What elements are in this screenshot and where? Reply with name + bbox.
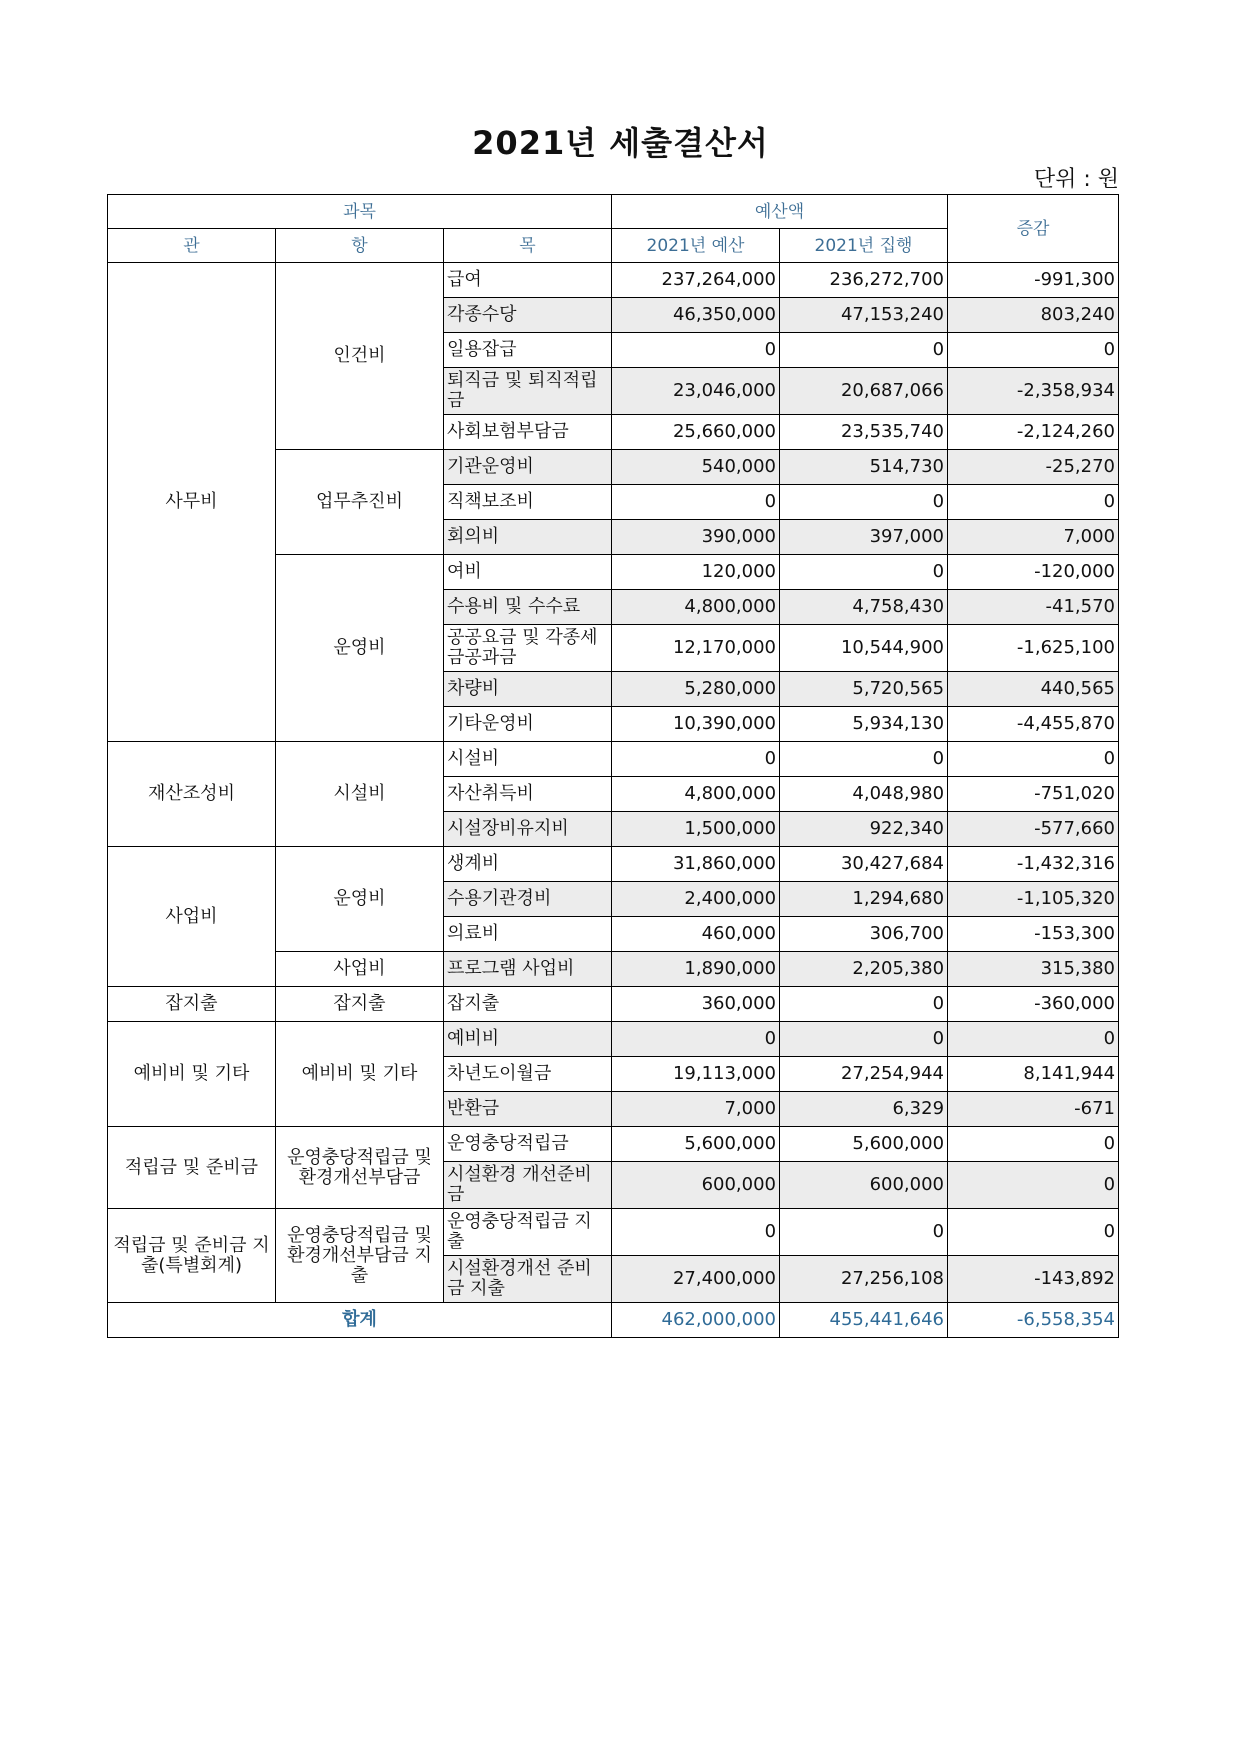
budget-cell: 360,000 (612, 987, 780, 1022)
change-cell: 0 (948, 1022, 1119, 1057)
change-cell: -1,625,100 (948, 625, 1119, 672)
mok-cell: 일용잡급 (444, 333, 612, 368)
table-row (108, 742, 1119, 777)
exec-cell: 27,256,108 (780, 1256, 948, 1303)
change-cell: 0 (948, 333, 1119, 368)
gwan-cell: 잡지출 (108, 987, 276, 1022)
exec-cell: 0 (780, 333, 948, 368)
exec-cell: 306,700 (780, 917, 948, 952)
budget-cell: 600,000 (612, 1162, 780, 1209)
budget-cell: 7,000 (612, 1092, 780, 1127)
hang-cell: 업무추진비 (276, 450, 444, 555)
budget-cell: 5,600,000 (612, 1127, 780, 1162)
table-row (108, 1209, 1119, 1256)
change-cell: 7,000 (948, 520, 1119, 555)
mok-cell: 각종수당 (444, 298, 612, 333)
budget-cell: 0 (612, 1022, 780, 1057)
budget-cell: 1,890,000 (612, 952, 780, 987)
change-cell: 0 (948, 742, 1119, 777)
budget-cell: 0 (612, 333, 780, 368)
budget-cell: 27,400,000 (612, 1256, 780, 1303)
mok-cell: 여비 (444, 555, 612, 590)
unit-label: 단위 : 원 (1033, 167, 1119, 192)
budget-cell: 5,280,000 (612, 672, 780, 707)
mok-cell: 의료비 (444, 917, 612, 952)
gwan-cell: 사무비 (108, 263, 276, 742)
mok-cell: 시설장비유지비 (444, 812, 612, 847)
gwan-cell: 적립금 및 준비금 지출(특별회계) (108, 1209, 276, 1303)
exec-cell: 4,048,980 (780, 777, 948, 812)
exec-cell: 30,427,684 (780, 847, 948, 882)
gwan-cell: 적립금 및 준비금 (108, 1127, 276, 1209)
change-cell: -360,000 (948, 987, 1119, 1022)
table-row (108, 263, 1119, 298)
change-cell: 0 (948, 1209, 1119, 1256)
change-cell: -1,105,320 (948, 882, 1119, 917)
exec-cell: 27,254,944 (780, 1057, 948, 1092)
change-cell: -751,020 (948, 777, 1119, 812)
exec-cell: 4,758,430 (780, 590, 948, 625)
table-row (108, 987, 1119, 1022)
exec-cell: 47,153,240 (780, 298, 948, 333)
change-cell: -577,660 (948, 812, 1119, 847)
mok-cell: 운영충당적립금 지출 (444, 1209, 612, 1256)
hang-cell: 인건비 (276, 263, 444, 450)
mok-cell: 수용비 및 수수료 (444, 590, 612, 625)
table-row (108, 847, 1119, 882)
expenditure-table (107, 194, 1119, 1338)
table-row (108, 1127, 1119, 1162)
mok-cell: 운영충당적립금 (444, 1127, 612, 1162)
mok-cell: 기타운영비 (444, 707, 612, 742)
budget-cell: 460,000 (612, 917, 780, 952)
exec-cell: 0 (780, 555, 948, 590)
total-row (108, 1303, 1119, 1338)
change-cell: 0 (948, 1127, 1119, 1162)
change-cell: -671 (948, 1092, 1119, 1127)
gwan-cell: 재산조성비 (108, 742, 276, 847)
mok-cell: 기관운영비 (444, 450, 612, 485)
exec-cell: 236,272,700 (780, 263, 948, 298)
gwan-cell: 예비비 및 기타 (108, 1022, 276, 1127)
exec-cell: 0 (780, 485, 948, 520)
mok-cell: 생계비 (444, 847, 612, 882)
header-hang: 항 (276, 229, 444, 263)
mok-cell: 프로그램 사업비 (444, 952, 612, 987)
hang-cell: 운영비 (276, 847, 444, 952)
header-subject: 과목 (108, 195, 612, 229)
change-cell: -991,300 (948, 263, 1119, 298)
hang-cell: 사업비 (276, 952, 444, 987)
mok-cell: 시설환경개선 준비금 지출 (444, 1256, 612, 1303)
total-budget: 462,000,000 (612, 1303, 780, 1338)
budget-cell: 19,113,000 (612, 1057, 780, 1092)
change-cell: -4,455,870 (948, 707, 1119, 742)
mok-cell: 자산취득비 (444, 777, 612, 812)
exec-cell: 2,205,380 (780, 952, 948, 987)
exec-cell: 0 (780, 1209, 948, 1256)
exec-cell: 397,000 (780, 520, 948, 555)
exec-cell: 0 (780, 1022, 948, 1057)
change-cell: -1,432,316 (948, 847, 1119, 882)
budget-cell: 1,500,000 (612, 812, 780, 847)
header-budget: 2021년 예산 (612, 229, 780, 263)
change-cell: -143,892 (948, 1256, 1119, 1303)
mok-cell: 반환금 (444, 1092, 612, 1127)
header-change: 증감 (948, 195, 1119, 263)
mok-cell: 시설환경 개선준비금 (444, 1162, 612, 1209)
budget-cell: 10,390,000 (612, 707, 780, 742)
budget-cell: 0 (612, 1209, 780, 1256)
budget-cell: 390,000 (612, 520, 780, 555)
exec-cell: 10,544,900 (780, 625, 948, 672)
exec-cell: 514,730 (780, 450, 948, 485)
budget-cell: 4,800,000 (612, 590, 780, 625)
mok-cell: 공공요금 및 각종세금공과금 (444, 625, 612, 672)
change-cell: 440,565 (948, 672, 1119, 707)
exec-cell: 0 (780, 987, 948, 1022)
header-gwan: 관 (108, 229, 276, 263)
budget-cell: 540,000 (612, 450, 780, 485)
exec-cell: 600,000 (780, 1162, 948, 1209)
exec-cell: 1,294,680 (780, 882, 948, 917)
hang-cell: 시설비 (276, 742, 444, 847)
change-cell: 803,240 (948, 298, 1119, 333)
exec-cell: 922,340 (780, 812, 948, 847)
gwan-cell: 사업비 (108, 847, 276, 987)
change-cell: -41,570 (948, 590, 1119, 625)
budget-cell: 12,170,000 (612, 625, 780, 672)
budget-cell: 0 (612, 485, 780, 520)
mok-cell: 회의비 (444, 520, 612, 555)
page-title: 2021년 세출결산서 (472, 124, 769, 162)
budget-cell: 46,350,000 (612, 298, 780, 333)
mok-cell: 잡지출 (444, 987, 612, 1022)
budget-cell: 23,046,000 (612, 368, 780, 415)
mok-cell: 급여 (444, 263, 612, 298)
table-row (108, 1022, 1119, 1057)
mok-cell: 직책보조비 (444, 485, 612, 520)
change-cell: 0 (948, 485, 1119, 520)
change-cell: -25,270 (948, 450, 1119, 485)
total-exec: 455,441,646 (780, 1303, 948, 1338)
total-label: 합계 (108, 1303, 612, 1338)
exec-cell: 6,329 (780, 1092, 948, 1127)
mok-cell: 수용기관경비 (444, 882, 612, 917)
hang-cell: 예비비 및 기타 (276, 1022, 444, 1127)
change-cell: 0 (948, 1162, 1119, 1209)
change-cell: -153,300 (948, 917, 1119, 952)
hang-cell: 운영비 (276, 555, 444, 742)
budget-cell: 25,660,000 (612, 415, 780, 450)
exec-cell: 0 (780, 742, 948, 777)
budget-cell: 237,264,000 (612, 263, 780, 298)
exec-cell: 5,720,565 (780, 672, 948, 707)
budget-cell: 0 (612, 742, 780, 777)
budget-cell: 4,800,000 (612, 777, 780, 812)
budget-cell: 2,400,000 (612, 882, 780, 917)
header-budget-group: 예산액 (612, 195, 948, 229)
header-exec: 2021년 집행 (780, 229, 948, 263)
change-cell: -120,000 (948, 555, 1119, 590)
budget-cell: 31,860,000 (612, 847, 780, 882)
exec-cell: 20,687,066 (780, 368, 948, 415)
change-cell: -2,124,260 (948, 415, 1119, 450)
mok-cell: 퇴직금 및 퇴직적립금 (444, 368, 612, 415)
header-mok: 목 (444, 229, 612, 263)
total-change: -6,558,354 (948, 1303, 1119, 1338)
mok-cell: 예비비 (444, 1022, 612, 1057)
mok-cell: 차량비 (444, 672, 612, 707)
change-cell: 315,380 (948, 952, 1119, 987)
budget-cell: 120,000 (612, 555, 780, 590)
change-cell: 8,141,944 (948, 1057, 1119, 1092)
hang-cell: 운영충당적립금 및 환경개선부담금 (276, 1127, 444, 1209)
exec-cell: 5,934,130 (780, 707, 948, 742)
change-cell: -2,358,934 (948, 368, 1119, 415)
mok-cell: 사회보험부담금 (444, 415, 612, 450)
exec-cell: 23,535,740 (780, 415, 948, 450)
hang-cell: 운영충당적립금 및 환경개선부담금 지출 (276, 1209, 444, 1303)
mok-cell: 차년도이월금 (444, 1057, 612, 1092)
mok-cell: 시설비 (444, 742, 612, 777)
hang-cell: 잡지출 (276, 987, 444, 1022)
exec-cell: 5,600,000 (780, 1127, 948, 1162)
